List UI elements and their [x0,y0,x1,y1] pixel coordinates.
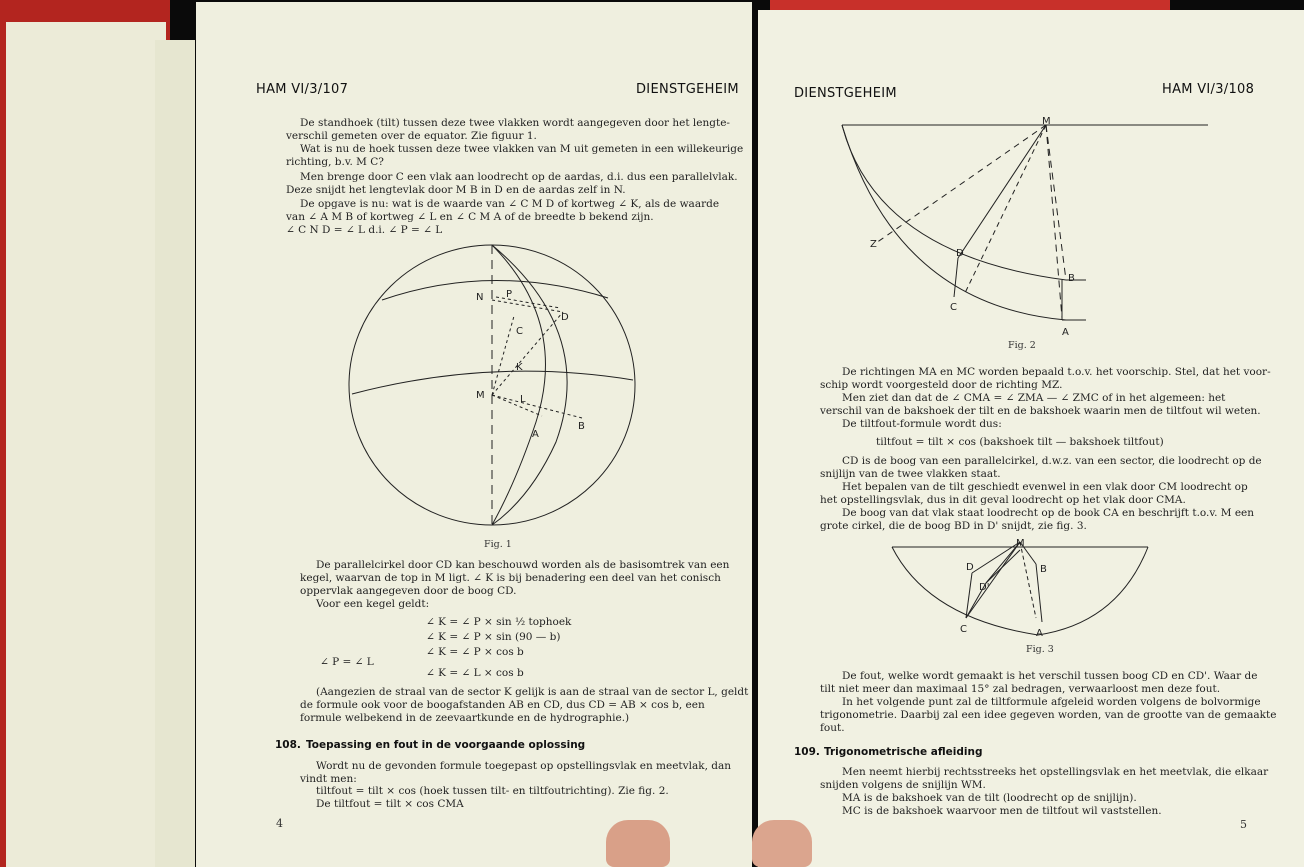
left-para4-line1: De opgave is nu: wat is de waarde van ∠ C M D of kortweg ∠ K, als de waarde [300,198,720,210]
fig1-label-n: N [476,292,484,303]
fig2-label-z: Z [870,239,877,250]
right-para1-line5: De tiltfout-formule wordt dus: [842,418,1002,430]
left-para2-line2: richting, b.v. M C? [286,156,384,168]
right-para2-line3: Het bepalen van de tilt geschiedt evenwel in een vlak door CM loodrecht op [842,481,1248,493]
left-para4-line3: ∠ C N D = ∠ L d.i. ∠ P = ∠ L [286,224,443,236]
left-para6-line1: (Aangezien de straal van de sector K gelijk is aan de straal van de sector L, geldt [316,686,749,698]
left-para6-line3: formule welbekend in de zeevaartkunde en de hydrographie.) [300,712,630,724]
left-page [196,2,752,867]
fig1-label-p: P [506,289,513,300]
left-para6-line2: de formule ook voor de boogafstanden AB en CD, dus CD = AB × cos b, een [300,699,705,711]
formula-side: ∠ P = ∠ L [320,656,374,668]
section-109-number: 109. [794,746,820,758]
right-para2-line1: CD is de boog van een parallelcirkel, d.w.z. van een sector, die loodrecht op de [842,455,1262,467]
right-para3-line4: trigonometrie. Daarbij zal een idee gegeven worden, van de grootte van de gemaakte [820,709,1277,721]
left-header-code: HAM VI/3/107 [256,82,349,97]
right-page-number: 5 [1240,818,1247,831]
right-para4-line3: MA is de bakshoek van de tilt (loodrecht op de snijlijn). [842,792,1137,804]
fig1-label-a: A [532,429,539,440]
fig2-label-d: D [956,248,964,259]
fig1-label-b: B [578,421,585,432]
right-para3-line3: In het volgende punt zal de tiltformule afgeleid worden volgens de bolvormige [842,696,1261,708]
fig1-label-m: M [476,390,485,401]
thumb-left [606,820,670,867]
right-para4-line1: Men neemt hierbij rechtsstreeks het opstellingsvlak en het meetvlak, die elkaar [842,766,1269,778]
right-para1-line3: Men ziet dan dat de ∠ CMA = ∠ ZMA — ∠ ZMC of in het algemeen: het [842,392,1226,404]
left-para5-line4: Voor een kegel geldt: [316,598,430,610]
left-para7-line3: tiltfout = tilt × cos (hoek tussen tilt- en tiltfoutrichting). Zie fig. 2. [316,785,669,797]
left-para5-line2: kegel, waarvan de top in M ligt. ∠ K is bij benadering een deel van het conisch [300,572,721,584]
right-para2-line5: De boog van dat vlak staat loodrecht op de book CA en beschrijft t.o.v. M een [842,507,1255,519]
left-para7-line2: vindt men: [300,773,357,785]
right-header-code: HAM VI/3/108 [1162,82,1255,97]
right-para2-line6: grote cirkel, die de boog BD in D' snijdt, zie fig. 3. [820,520,1087,532]
fig3-label-a: A [1036,628,1043,639]
left-header-classification: DIENSTGEHEIM [636,82,739,97]
section-108-title: Toepassing en fout in de voorgaande oplossing [306,739,586,751]
left-para7-line4: De tiltfout = tilt × cos CMA [316,798,464,810]
fig3-label-c: C [960,624,967,635]
left-para1-line2: verschil gemeten over de equator. Zie figuur 1. [286,130,537,142]
right-para3-line1: De fout, welke wordt gemaakt is het verschil tussen boog CD en CD'. Waar de [842,670,1258,682]
fig1-label-d: D [561,312,569,323]
background-card [6,22,166,867]
formula-2: ∠ K = ∠ P × sin (90 — b) [426,631,561,643]
right-formula: tiltfout = tilt × cos (bakshoek tilt — bakshoek tiltfout) [876,436,1164,448]
right-para4-line2: snijden volgens de snijlijn WM. [820,779,986,791]
fig3-label-m: M [1016,538,1025,549]
left-para7-line1: Wordt nu de gevonden formule toegepast op opstellingsvlak en meetvlak, dan [316,760,731,772]
left-para3-line2: Deze snijdt het lengtevlak door M B in D en de aardas zelf in N. [286,184,626,196]
formula-4: ∠ K = ∠ L × cos b [426,667,524,679]
right-para3-line2: tilt niet meer dan maximaal 15° zal bedragen, verwaarloost men deze fout. [820,683,1221,695]
fig2-label-m: M [1042,116,1051,127]
left-para5-line3: oppervlak aangegeven door de boog CD. [300,585,517,597]
left-para4-line2: van ∠ A M B of kortweg ∠ L en ∠ C M A of de breedte b bekend zijn. [286,211,654,223]
figure-1-sphere [346,242,646,537]
thumb-right [752,820,812,867]
formula-3: ∠ K = ∠ P × cos b [426,646,524,658]
background-red-edge [770,0,1170,10]
figure-2-diagram [836,115,1216,340]
right-para1-line2: schip wordt voorgesteld door de richting MZ. [820,379,1063,391]
section-109-title: Trigonometrische afleiding [824,746,983,758]
left-para5-line1: De parallelcirkel door CD kan beschouwd worden als de basisomtrek van een [316,559,730,571]
right-para1-line4: verschil van de bakshoek der tilt en de bakshoek waarin men de tiltfout wil weten. [820,405,1261,417]
fig3-label-d: D [966,562,974,573]
fig3-caption: Fig. 3 [1026,644,1054,655]
right-page [758,10,1304,867]
left-para1-line1: De standhoek (tilt) tussen deze twee vlakken wordt aangegeven door het lengte- [300,117,730,129]
section-108-number: 108. [275,739,301,751]
fig2-label-b: B [1068,273,1075,284]
fig1-label-c: C [516,326,523,337]
right-para4-line4: MC is de bakshoek waarvoor men de tiltfout wil vaststellen. [842,805,1162,817]
fig2-label-a: A [1062,327,1069,338]
left-para2-line1: Wat is nu de hoek tussen deze twee vlakken van M uit gemeten in een willekeurige [300,143,744,155]
background-card-edge [155,40,195,867]
fig1-label-l: L [520,394,526,405]
fig3-label-d-prime: D' [979,582,990,593]
figure-3-diagram [888,538,1158,650]
left-para3-line1: Men brenge door C een vlak aan loodrecht op de aardas, d.i. dus een parallelvlak. [300,171,738,183]
fig3-label-b: B [1040,564,1047,575]
fig1-label-k: K [516,362,523,373]
formula-1: ∠ K = ∠ P × sin ½ tophoek [426,616,572,628]
left-page-number: 4 [276,817,283,830]
fig2-label-c: C [950,302,957,313]
right-para1-line1: De richtingen MA en MC worden bepaald t.o.v. het voorschip. Stel, dat het voor- [842,366,1271,378]
fig2-caption: Fig. 2 [1008,340,1036,351]
right-header-classification: DIENSTGEHEIM [794,86,897,101]
right-para3-line5: fout. [820,722,845,734]
right-para2-line4: het opstellingsvlak, dus in dit geval loodrecht op het vlak door CMA. [820,494,1186,506]
fig1-caption: Fig. 1 [484,539,512,550]
right-para2-line2: snijlijn van de twee vlakken staat. [820,468,1001,480]
